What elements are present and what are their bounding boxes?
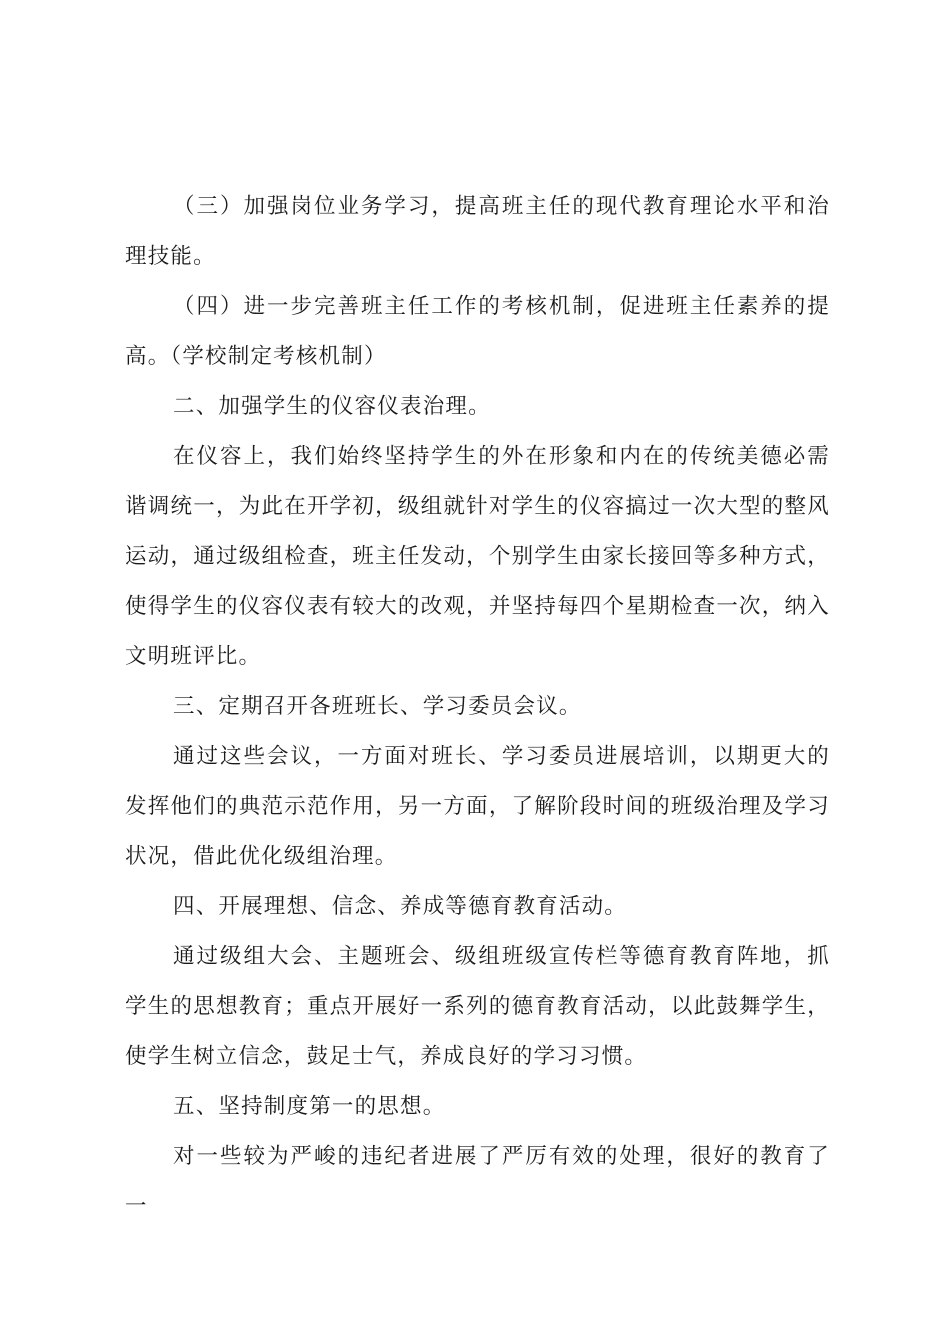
heading-rules-first: 五、坚持制度第一的思想。: [173, 1094, 446, 1119]
paragraph-meetings: 通过这些会议，一方面对班长、学习委员进展培训，以期更大的发挥他们的典范示范作用，另一方面，了解阶段时间的班级治理及学习状况，借此优化级组治理。: [125, 744, 830, 869]
heading-class-meetings: 三、定期召开各班班长、学习委员会议。: [173, 694, 582, 719]
heading-appearance-management: 二、加强学生的仪容仪表治理。: [173, 394, 491, 419]
document-body: [125, 182, 830, 1232]
paragraph-appearance: 在仪容上，我们始终坚持学生的外在形象和内在的传统美德必需谐调统一，为此在开学初，级组就针对学生的仪容搞过一次大型的整风运动，通过级组检查，班主任发动，个别学生由家长接回等多种方式，使得学生的仪容仪表有较大的改观，并坚持每四个星期检查一次，纳入文明班评比。: [125, 444, 830, 669]
heading-moral-education: 四、开展理想、信念、养成等德育教育活动。: [173, 894, 628, 919]
paragraph-moral-education: 通过级组大会、主题班会、级组班级宣传栏等德育教育阵地，抓学生的思想教育；重点开展好一系列的德育教育活动，以此鼓舞学生，使学生树立信念，鼓足士气，养成良好的学习习惯。: [125, 944, 830, 1069]
paragraph-section-3: （三）加强岗位业务学习，提高班主任的现代教育理论水平和治理技能。: [125, 194, 830, 269]
paragraph-section-4: （四）进一步完善班主任工作的考核机制，促进班主任素养的提高。（学校制定考核机制）: [125, 294, 830, 369]
paragraph-discipline: 对一些较为严峻的违纪者进展了严厉有效的处理，很好的教育了一: [125, 1144, 830, 1219]
